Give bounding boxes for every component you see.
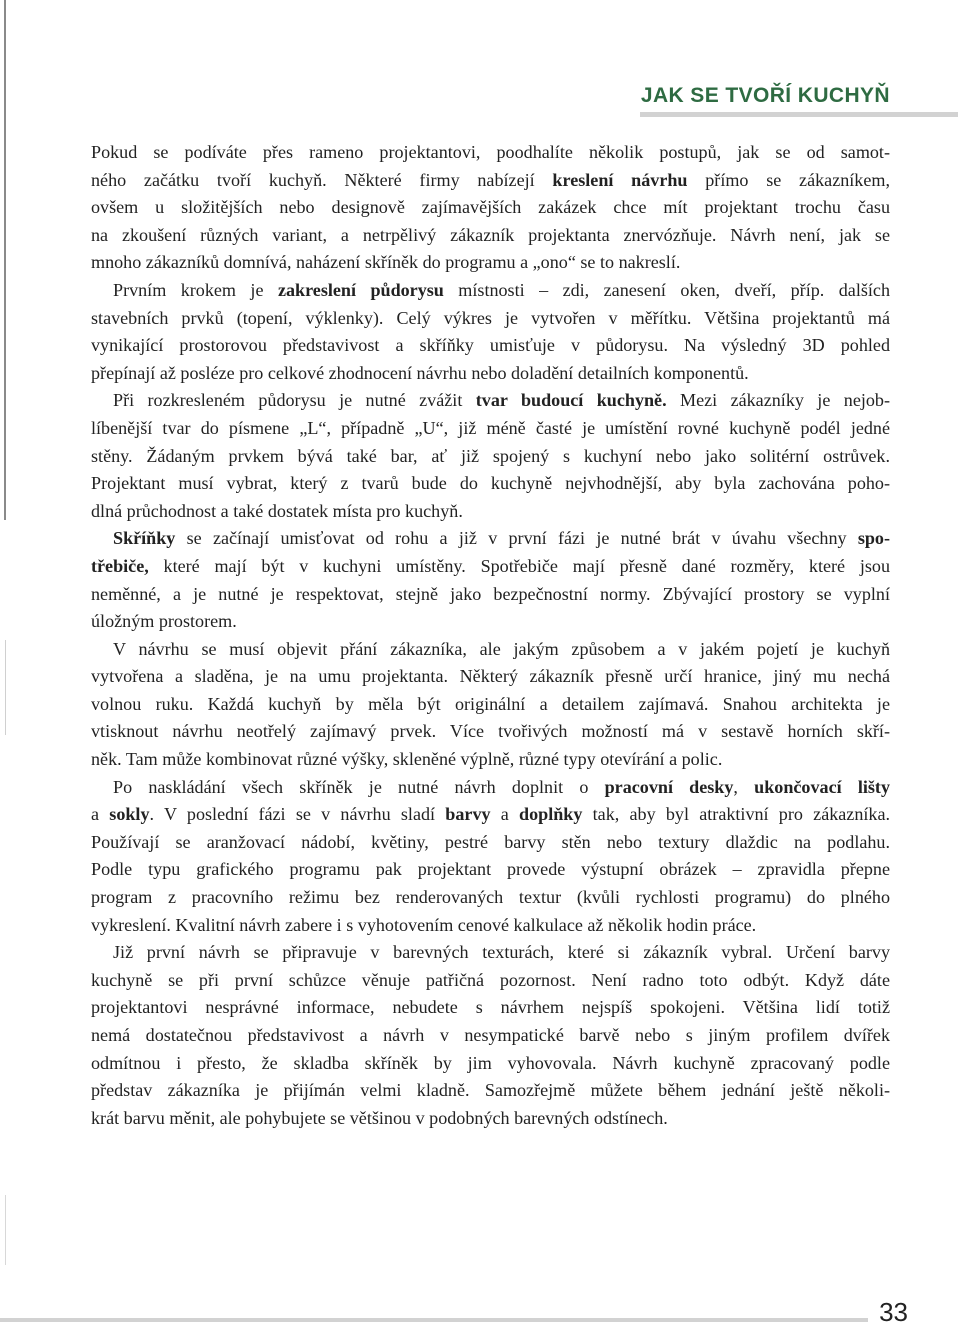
text-run: volnou ruku. Každá kuchyň by měla být originální a detailem zajímavá. Snahou architekta je — [91, 693, 890, 714]
text-line — [91, 470, 890, 498]
text-run: . V poslední fázi se v návrhu sladí — [149, 804, 446, 825]
text-line — [91, 1077, 890, 1105]
text-run: Podle typu grafického programu pak projektant provede výstupní obrázek – zpravidla přepne — [91, 859, 890, 880]
text-line — [91, 691, 890, 719]
paragraph — [91, 139, 890, 277]
bold-term: spo- — [857, 528, 890, 549]
bold-term: barvy — [445, 804, 491, 825]
text-line — [91, 498, 890, 526]
text-line — [91, 994, 890, 1022]
text-line — [91, 912, 890, 940]
text-run: přímo se zákazníkem, — [687, 169, 890, 190]
text-run: úložným prostorem. — [91, 611, 237, 632]
paragraph — [91, 277, 890, 387]
text-line — [91, 167, 890, 195]
text-run: Prvním krokem je — [113, 279, 278, 300]
text-run: ného začátku tvoří kuchyň. Některé firmy nabízejí — [91, 169, 553, 190]
text-line — [91, 608, 890, 636]
text-run: Po naskládání všech skříněk je nutné návrh doplnit o — [113, 776, 605, 797]
paragraph — [91, 636, 890, 774]
text-run: dlná průchodnost a také dostatek místa pro kuchyň. — [91, 500, 463, 521]
text-line — [91, 801, 890, 829]
article-body — [91, 139, 890, 1132]
text-line — [91, 1105, 890, 1133]
text-run: stavebních prvků (topení, výklenky). Celý výkres je vytvořen v měřítku. Většina projektantů má — [91, 307, 890, 328]
text-line — [91, 305, 890, 333]
text-line — [91, 746, 890, 774]
text-run: Již první návrh se připravuje v barevných texturách, které si zákazník vybral. Určení barvy — [113, 942, 890, 963]
text-line — [91, 415, 890, 443]
text-run: na zkoušení různých variant, a netrpělivý zákazník projektanta znervózňuje. Návrh není, jak se — [91, 224, 890, 245]
text-run: něk. Tam může kombinovat různé výšky, skleněné výplně, různé typy otevírání a polic. — [91, 749, 723, 770]
text-run: vykreslení. Kvalitní návrh zabere i s vyhotovením cenové kalkulace až několik hodin práce. — [91, 914, 757, 935]
bold-term: zakreslení půdorysu — [277, 279, 444, 300]
text-line — [91, 663, 890, 691]
text-run: Mezi zákazníky je nejob- — [666, 390, 890, 411]
bold-term: pracovní desky — [604, 776, 734, 797]
text-line — [91, 249, 890, 277]
text-line — [91, 443, 890, 471]
text-line — [91, 332, 890, 360]
paragraph — [91, 387, 890, 525]
text-run: místnosti – zdi, zanesení oken, dveří, příp. dalších — [443, 279, 890, 300]
text-run: ovšem u složitějších nebo designově zajímavějších zakázek chce mít projektant trochu času — [91, 197, 890, 218]
text-run: Při rozkresleném půdorysu je nutné zvážit — [113, 390, 476, 411]
footer-rule — [0, 1318, 868, 1322]
text-line — [91, 277, 890, 305]
header-rule — [640, 112, 958, 117]
text-run: kuchyně se při první schůzce věnuje patřičná pozornost. Není radno toto odbýt. Když dáte — [91, 969, 890, 990]
paragraph — [91, 939, 890, 1132]
text-run: přepínají až posléze pro celkové zhodnocení návrhu nebo doladění detailních komponentů. — [91, 362, 749, 383]
bold-term: třebiče, — [91, 555, 149, 576]
bold-term: Skříňky — [113, 528, 176, 549]
text-line — [91, 194, 890, 222]
text-run: vytvořena a sladěna, je na umu projektanta. Některý zákazník přesně určí hranice, jiný mu nechá — [91, 666, 890, 687]
text-run: stěny. Žádaným prvkem bývá také bar, ať již spojený s kuchyní nebo jako solitérní ostrůvek. — [91, 445, 890, 466]
text-line — [91, 525, 890, 553]
text-line — [91, 774, 890, 802]
text-line — [91, 1022, 890, 1050]
text-run: mnoho zákazníků domnívá, naházení skříněk do programu a „ono“ se to nakreslí. — [91, 252, 681, 273]
text-line — [91, 967, 890, 995]
text-line — [91, 222, 890, 250]
text-run: které mají být v kuchyni umístěny. Spotřebiče mají přesně dané rozměry, které jsou — [148, 555, 890, 576]
page-header — [640, 82, 958, 117]
text-run: Používají se aranžovací nádobí, květiny, pestré barvy stěn nebo textury dlaždic na podlahu. — [91, 831, 890, 852]
text-line — [91, 360, 890, 388]
text-run: odmítnou i přesto, že skladba skříněk by jim vyhovovala. Návrh kuchyně zpracovaný podle — [91, 1052, 890, 1073]
text-line — [91, 718, 890, 746]
text-line — [91, 387, 890, 415]
text-run: krát barvu měnit, ale pohybujete se většinou v podobných barevných odstínech. — [91, 1107, 668, 1128]
text-run: tak, aby byl atraktivní pro zákazníka. — [582, 804, 891, 825]
text-run: V návrhu se musí objevit přání zákazníka, ale jakým způsobem a v jakém pojetí je kuchyň — [113, 638, 890, 659]
text-run: nemá dostatečnou představivost a návrh v nesympatické barvě nebo s jiným profilem dvířek — [91, 1025, 890, 1045]
text-run: , — [733, 776, 755, 797]
text-line — [91, 884, 890, 912]
text-line — [91, 829, 890, 857]
bold-term: tvar budoucí kuchyně. — [475, 390, 667, 411]
bold-term: sokly — [109, 804, 150, 825]
text-line — [91, 553, 890, 581]
bold-term: kreslení návrhu — [552, 169, 688, 190]
text-run: a — [490, 804, 520, 825]
text-run: a — [91, 804, 110, 825]
binding-edge-mark — [5, 1195, 6, 1265]
paragraph — [91, 525, 890, 635]
text-line — [91, 581, 890, 609]
paragraph — [91, 774, 890, 940]
text-run: Pokud se podíváte přes rameno projektantovi, poodhalíte několik postupů, jak se od samot- — [91, 142, 890, 162]
binding-edge-line — [4, 0, 6, 520]
text-run: projektantovi nesprávné informace, nebudete s návrhem nejspíš spokojeni. Většina lidí totiž — [91, 997, 890, 1018]
binding-edge-mark — [5, 640, 6, 735]
text-run: vynikající prostorovou představivost a skříňky umisťuje v půdorysu. Na výsledný 3D pohled — [91, 335, 890, 356]
text-line — [91, 636, 890, 664]
text-line — [91, 939, 890, 967]
text-run: Projektant musí vybrat, který z tvarů bude do kuchyně nejvhodnější, aby byla zachována poho- — [91, 473, 890, 494]
text-run: se začínají umisťovat od rohu a již v první fázi je nutné brát v úvahu všechny — [175, 528, 858, 549]
text-line — [91, 856, 890, 884]
text-run: neměnné, a je nutné je respektovat, stejně jako bezpečnostní normy. Zbývající prostory se vyplní — [91, 583, 890, 604]
text-line — [91, 1050, 890, 1078]
page-number: 33 — [879, 1297, 908, 1327]
chapter-title: JAK SE TVOŘÍ KUCHYŇ — [640, 84, 890, 107]
text-run: vtisknout návrhu neotřelý zajímavý prvek. Více tvořivých možností má v sestavě horních skří- — [91, 721, 890, 742]
text-line — [91, 139, 890, 167]
text-run: program z pracovního režimu bez renderovaných textur (kvůli rychlosti programu) do plného — [91, 887, 890, 908]
bold-term: doplňky — [519, 804, 583, 825]
bold-term: ukončovací lišty — [754, 776, 890, 797]
text-run: představ zákazníka je přijímán velmi kladně. Samozřejmě můžete během jednání ještě několi- — [91, 1080, 890, 1101]
text-run: líbenější tvar do písmene „L“, případně „U“, již méně časté je umístění rovné kuchyně podél jedné — [91, 417, 890, 438]
